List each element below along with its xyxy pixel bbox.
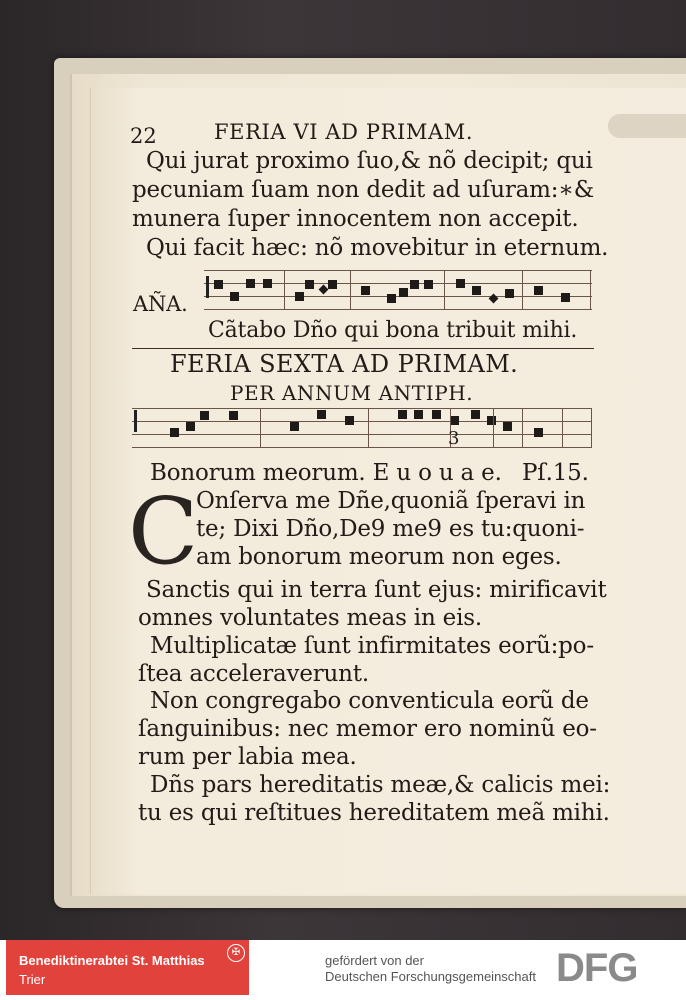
psalm-line: Dñs pars hereditatis meæ,& calicis mei: (150, 772, 611, 798)
music-staff-1 (204, 270, 592, 310)
psalm-line: Sanctis qui in terra ſunt ejus: mirificavit (146, 577, 607, 603)
antiphon-label: AÑA. (133, 292, 188, 316)
music-staff-2 (132, 408, 592, 448)
text-line: Qui facit hæc: nõ movebitur in eternum. (146, 235, 609, 261)
page-clip (608, 114, 686, 138)
psalm-line: ſtea acceleraverunt. (138, 661, 369, 687)
text-line: pecuniam ſuam non dedit ad uſuram:∗& (132, 177, 594, 203)
text-line: munera ſuper innocentem non accepit. (132, 206, 579, 232)
dfg-logo[interactable]: DFG (556, 946, 638, 990)
psalm-line: ſanguinibus: nec memor ero nominũ eo- (138, 716, 597, 742)
institution-name: Benediktinerabtei St. Matthias (19, 953, 205, 968)
funder-text (325, 953, 536, 985)
psalm-line: te; Dixi Dño,De9 me9 es tu:quoni- (196, 516, 585, 542)
psalm-line: Onſerva me Dñe,quoniã ſperavi in (196, 488, 586, 514)
section-divider (132, 348, 594, 349)
psalm-line: Non congregabo conventicula eorũ de (150, 688, 589, 714)
antiphon-text: Cãtabo Dño qui bona tribuit mihi. (208, 318, 578, 343)
psalm-line: am bonorum meorum non eges. (196, 544, 562, 570)
funder-line-1: gefördert von der (324, 953, 424, 968)
drop-cap: C (128, 478, 199, 585)
institution-city: Trier (19, 972, 46, 987)
psalm-line: Multiplicatæ ſunt infirmitates eorũ:po- (150, 633, 594, 659)
psalm-line: tu es qui reſtitues hereditatem meã mihi. (138, 800, 610, 826)
section-subtitle: PER ANNUM ANTIPH. (230, 381, 474, 405)
psalm-line: rum per labia mea. (138, 744, 357, 770)
funder-line-2: Deutschen Forschungsgemeinschaft (324, 969, 536, 984)
abbey-emblem-icon: ✠ (227, 944, 245, 962)
psalm-line: omnes voluntates meas in eis. (138, 605, 482, 631)
running-header: FERIA VI AD PRIMAM. (214, 120, 474, 144)
institution-badge[interactable] (6, 940, 249, 995)
psalm-reference: Pſ.15. (522, 460, 589, 486)
text-line: Qui jurat proximo ſuo,& nõ decipit; qui (146, 148, 593, 174)
section-title: FERIA SEXTA AD PRIMAM. (170, 350, 519, 378)
chant-number: 3 (448, 428, 460, 449)
page-number: 22 (130, 124, 157, 148)
chant-text: Bonorum meorum. E u o u a e. (150, 460, 502, 486)
